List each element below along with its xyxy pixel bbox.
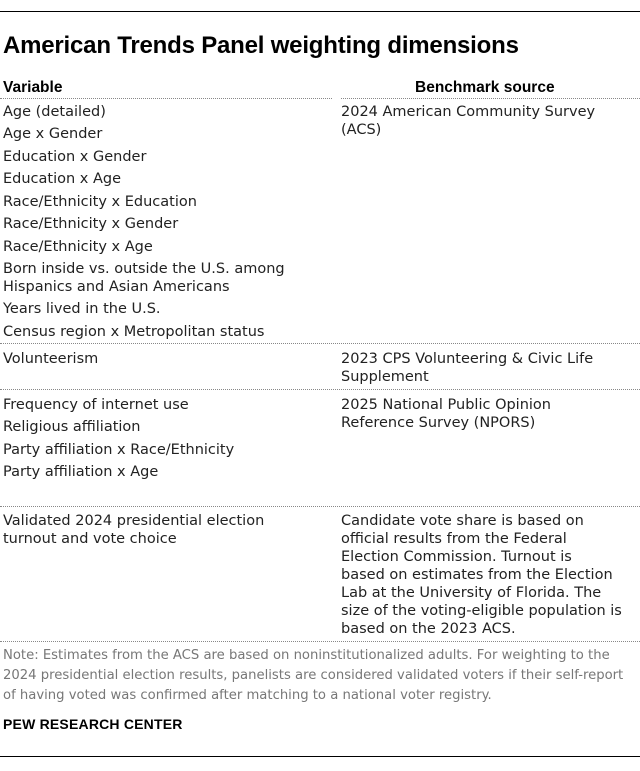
variable-label: Hispanics and Asian Americans bbox=[3, 279, 230, 295]
source-credit: PEW RESEARCH CENTER bbox=[3, 716, 183, 732]
source-label: 2023 CPS Volunteering & Civic Life bbox=[341, 351, 594, 367]
variable-label: Education x Age bbox=[3, 171, 122, 187]
variable-label: Frequency of internet use bbox=[3, 397, 189, 413]
source-label: official results from the Federal bbox=[341, 531, 567, 547]
variable-label: Years lived in the U.S. bbox=[3, 301, 161, 317]
source-label: size of the voting-eligible population is bbox=[341, 603, 622, 619]
source-label: based on the 2023 ACS. bbox=[341, 621, 516, 637]
group-separator bbox=[0, 389, 640, 390]
source-label: Candidate vote share is based on bbox=[341, 513, 584, 529]
variable-label: Race/Ethnicity x Education bbox=[3, 194, 197, 210]
source-label: Election Commission. Turnout is bbox=[341, 549, 572, 565]
variable-label: Age x Gender bbox=[3, 126, 103, 142]
header-rule-right bbox=[341, 98, 640, 99]
source-label: 2025 National Public Opinion bbox=[341, 397, 551, 413]
column-header-variable: Variable bbox=[3, 79, 63, 96]
variable-label: Race/Ethnicity x Gender bbox=[3, 216, 179, 232]
source-label: 2024 American Community Survey bbox=[341, 104, 596, 120]
source-label: (ACS) bbox=[341, 122, 382, 138]
source-label: based on estimates from the Election bbox=[341, 567, 613, 583]
group-separator bbox=[0, 343, 640, 344]
source-label: Supplement bbox=[341, 369, 429, 385]
group-separator bbox=[0, 641, 640, 642]
variable-label: Party affiliation x Age bbox=[3, 464, 159, 480]
variable-label: Party affiliation x Race/Ethnicity bbox=[3, 442, 235, 458]
group-separator bbox=[0, 506, 640, 507]
source-label: Reference Survey (NPORS) bbox=[341, 415, 536, 431]
column-header-source: Benchmark source bbox=[415, 79, 555, 96]
variable-label: Born inside vs. outside the U.S. among bbox=[3, 261, 285, 277]
variable-label: Race/Ethnicity x Age bbox=[3, 239, 153, 255]
variable-label: Religious affiliation bbox=[3, 419, 141, 435]
variable-label: turnout and vote choice bbox=[3, 531, 177, 547]
variable-label: Education x Gender bbox=[3, 149, 147, 165]
variable-label: Census region x Metropolitan status bbox=[3, 324, 265, 340]
footnote: Note: Estimates from the ACS are based on noninstitutionalized adults. For weighting to the 2024 presidential election results, panelists are considered validated voters if their self-report of having voted was confirmed after matching to a national voter registry. bbox=[3, 648, 624, 703]
variable-label: Validated 2024 presidential election bbox=[3, 513, 265, 529]
source-label: Lab at the University of Florida. The bbox=[341, 585, 602, 601]
bottom-rule bbox=[0, 756, 640, 757]
variable-label: Volunteerism bbox=[3, 351, 99, 367]
header-rule-left bbox=[0, 98, 332, 99]
page-title: American Trends Panel weighting dimensions bbox=[3, 32, 519, 59]
variable-label: Age (detailed) bbox=[3, 104, 106, 120]
top-rule bbox=[0, 11, 640, 12]
